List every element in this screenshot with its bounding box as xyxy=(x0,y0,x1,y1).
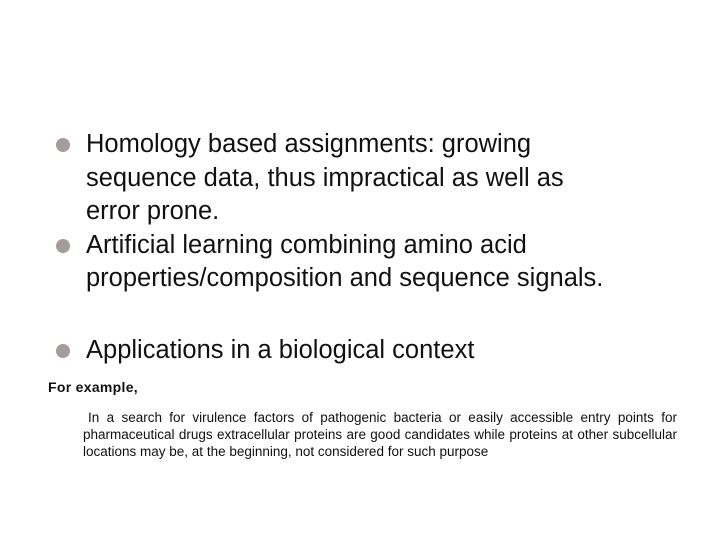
example-paragraph: In a search for virulence factors of pathogenic bacteria or easily accessible entry points for pharmaceutical drugs extracellular proteins are good candidates while proteins at other subcellular locations may be, at the beginning, not considered for such purpose xyxy=(83,410,677,459)
bullet-line: Homology based assignments: growing xyxy=(86,130,532,158)
bullet-item-applications xyxy=(50,334,690,368)
bullet-dot-icon xyxy=(56,138,70,152)
bullet-dot-icon xyxy=(56,239,70,253)
example-label: For example, xyxy=(48,379,138,395)
bullet-list xyxy=(50,128,690,367)
bullet-line: Artificial learning combining amino acid xyxy=(86,230,527,259)
bullet-line: properties/composition and sequence signals. xyxy=(86,264,604,292)
bullet-item-artificial-learning xyxy=(50,229,690,296)
bullet-line: sequence data, thus impractical as well as xyxy=(86,163,564,192)
bullet-dot-icon xyxy=(56,344,70,358)
bullet-item-homology xyxy=(50,128,690,229)
bullet-line: Applications in a biological context xyxy=(86,335,475,364)
bullet-line: error prone. xyxy=(86,197,220,225)
